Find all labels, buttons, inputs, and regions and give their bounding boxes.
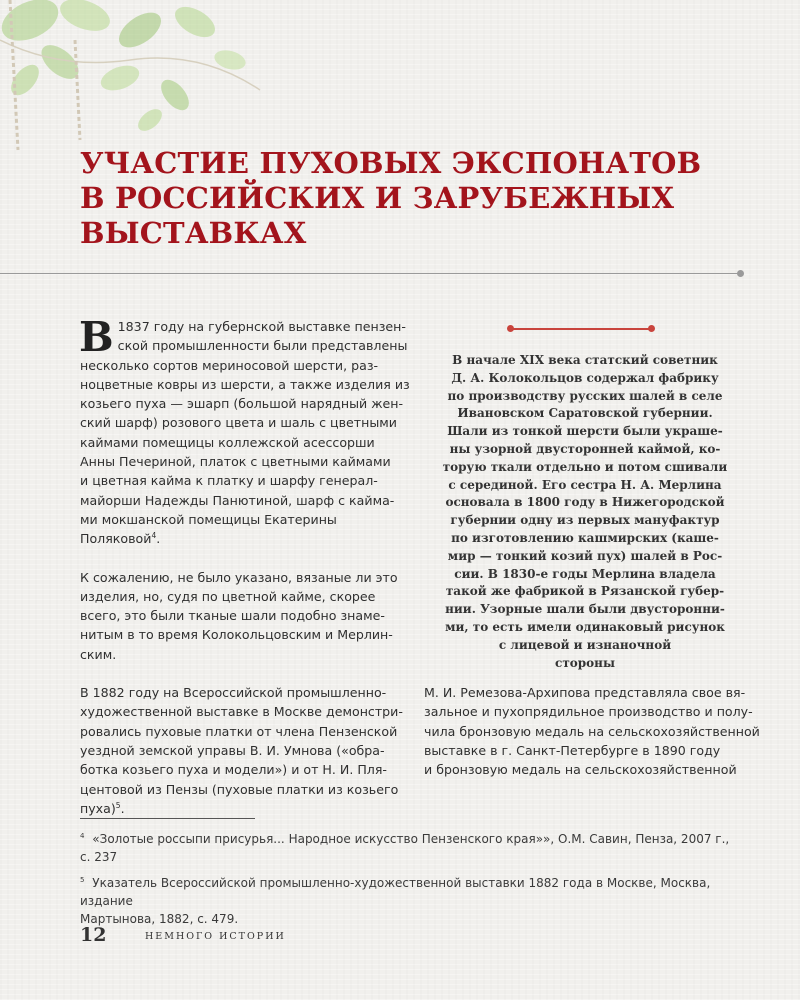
footnote bbox=[80, 830, 750, 866]
text-line: ский шарф) розового цвета и шаль с цветными bbox=[80, 415, 397, 431]
quote-line: стороны bbox=[555, 655, 615, 670]
text-line: ботка козьего пуха и модели») и от Н. И. Пля- bbox=[80, 762, 387, 778]
left-column bbox=[79, 313, 410, 837]
footnote-text: с. 237 bbox=[80, 850, 118, 864]
text-line: несколько сортов мериносовой шерсти, раз- bbox=[80, 357, 379, 373]
paragraph bbox=[80, 568, 400, 664]
text-line: выставке в г. Санкт-Петербурге в 1890 году bbox=[424, 742, 721, 758]
quote-divider-dot bbox=[648, 325, 655, 332]
header-divider bbox=[0, 273, 740, 274]
quote-line: основала в 1800 году в Нижегородской bbox=[445, 495, 725, 510]
text-line: В 1882 году на Всероссийской промышленно- bbox=[80, 685, 387, 701]
footnotes bbox=[80, 830, 750, 936]
title-line: ВЫСТАВКАХ bbox=[80, 216, 307, 250]
quote-line: сии. В 1830-е годы Мерлина владела bbox=[454, 566, 716, 581]
text-line: ровались пуховые платки от члена Пензенской bbox=[80, 723, 398, 739]
quote-line: Ивановском Саратовской губернии. bbox=[457, 406, 713, 421]
quote-line: по производству русских шалей в селе bbox=[447, 388, 723, 403]
header-divider-dot bbox=[737, 270, 744, 277]
quote-line: Д. А. Колокольцов содержал фабрику bbox=[451, 370, 719, 385]
text-line: ми мокшанской помещицы Екатерины bbox=[80, 511, 337, 527]
paragraph bbox=[79, 313, 410, 549]
page-number: 12 bbox=[80, 924, 107, 946]
text-line: художественной выставке в Москве демонстри- bbox=[80, 704, 403, 720]
text-line: ским. bbox=[80, 646, 117, 662]
footnote-divider bbox=[80, 818, 255, 819]
paragraph bbox=[80, 683, 403, 818]
quote-line: мир — тонкий козий пух) шалей в Рос- bbox=[447, 548, 723, 563]
title-line: УЧАСТИЕ ПУХОВЫХ ЭКСПОНАТОВ bbox=[80, 146, 702, 180]
text-line: Поляковой$^4$. bbox=[80, 531, 161, 547]
text-line: ской промышленности были представлены bbox=[117, 338, 408, 354]
text-line: пуха)$^5$. bbox=[80, 800, 125, 816]
text-line: майорши Надежды Панютиной, шарф с кайма- bbox=[80, 492, 395, 508]
text-line: чила бронзовую медаль на сельскохозяйственной bbox=[424, 723, 760, 739]
quote-line: такой же фабрикой в Рязанской губер- bbox=[445, 584, 725, 599]
text-fragment: Поляковой bbox=[80, 531, 152, 547]
text-line: каймами помещицы коллежской асессорши bbox=[80, 434, 375, 450]
footnote bbox=[80, 874, 750, 928]
text-line: изделия, но, судя по цветной кайме, скорее bbox=[80, 588, 376, 604]
quote-line: торую ткали отдельно и потом сшивали bbox=[442, 459, 728, 474]
text-line: центовой из Пензы (пуховые платки из козьего bbox=[80, 781, 399, 797]
footnote-ref: 5 bbox=[115, 800, 121, 810]
quote-line: губернии одну из первых мануфактур bbox=[450, 513, 720, 528]
pull-quote bbox=[420, 352, 750, 672]
text-line: нитым в то время Колокольцовским и Мерлин- bbox=[80, 627, 393, 643]
text-line: всего, это были тканые шали подобно знаме- bbox=[80, 608, 385, 624]
text-line: зальное и пухопрядильное производство и полу- bbox=[424, 704, 753, 720]
section-title: НЕМНОГО ИСТОРИИ bbox=[145, 931, 286, 942]
quote-line: ми, то есть имели одинаковый рисунок bbox=[445, 619, 725, 634]
quote-line: нии. Узорные шали были двусторонни- bbox=[445, 602, 725, 617]
footnote-ref: 4 bbox=[151, 531, 157, 541]
text-line: уездной земской управы В. И. Умнова («обра- bbox=[80, 742, 385, 758]
quote-divider bbox=[510, 328, 652, 330]
text-line: и бронзовую медаль на сельскохозяйственной bbox=[424, 762, 737, 778]
footnote-number: 5 bbox=[80, 876, 85, 884]
quote-line: с лицевой и изнаночной bbox=[498, 637, 672, 652]
text-fragment: пуха) bbox=[80, 800, 116, 816]
text-line: М. И. Ремезова-Архипова представляла свое вя- bbox=[424, 685, 746, 700]
text-line: Анны Печериной, платок с цветными каймами bbox=[80, 454, 391, 470]
footnote-number: 4 bbox=[80, 832, 85, 840]
title-line: В РОССИЙСКИХ И ЗАРУБЕЖНЫХ bbox=[80, 181, 675, 215]
footnote-text: Указатель Всероссийской промышленно-художественной выставки 1882 года в Москве, Москва, издание bbox=[80, 876, 711, 908]
quote-line: с серединой. Его сестра Н. А. Мерлина bbox=[448, 477, 722, 492]
drop-cap: В bbox=[79, 313, 114, 361]
page-title bbox=[80, 146, 720, 251]
quote-line: В начале XIX века статский советник bbox=[452, 353, 718, 367]
text-line: и цветная кайма к платку и шарфу генерал- bbox=[80, 473, 378, 489]
quote-line: Шали из тонкой шерсти были украше- bbox=[447, 424, 723, 439]
text-line: К сожалению, не было указано, вязаные ли это bbox=[80, 569, 398, 585]
text-line: козьего пуха — эшарп (большой нарядный жен- bbox=[80, 396, 404, 412]
quote-line: ны узорной двусторонней каймой, ко- bbox=[449, 441, 721, 456]
footnote-text: «Золотые россыпи присурья... Народное искусство Пензенского края»», О.М. Савин, Пенза, 2007 г., bbox=[92, 832, 730, 846]
text-line: 1837 году на губернской выставке пензен- bbox=[117, 319, 406, 334]
text-line: ноцветные ковры из шерсти, а также изделия из bbox=[80, 376, 410, 392]
footnote-text: Мартынова, 1882, с. 479. bbox=[80, 912, 239, 926]
quote-line: по изготовлению кашмирских (каше- bbox=[451, 530, 719, 545]
right-column bbox=[424, 683, 760, 779]
birch-leaves-decoration bbox=[0, 0, 280, 170]
quote-divider-dot bbox=[507, 325, 514, 332]
